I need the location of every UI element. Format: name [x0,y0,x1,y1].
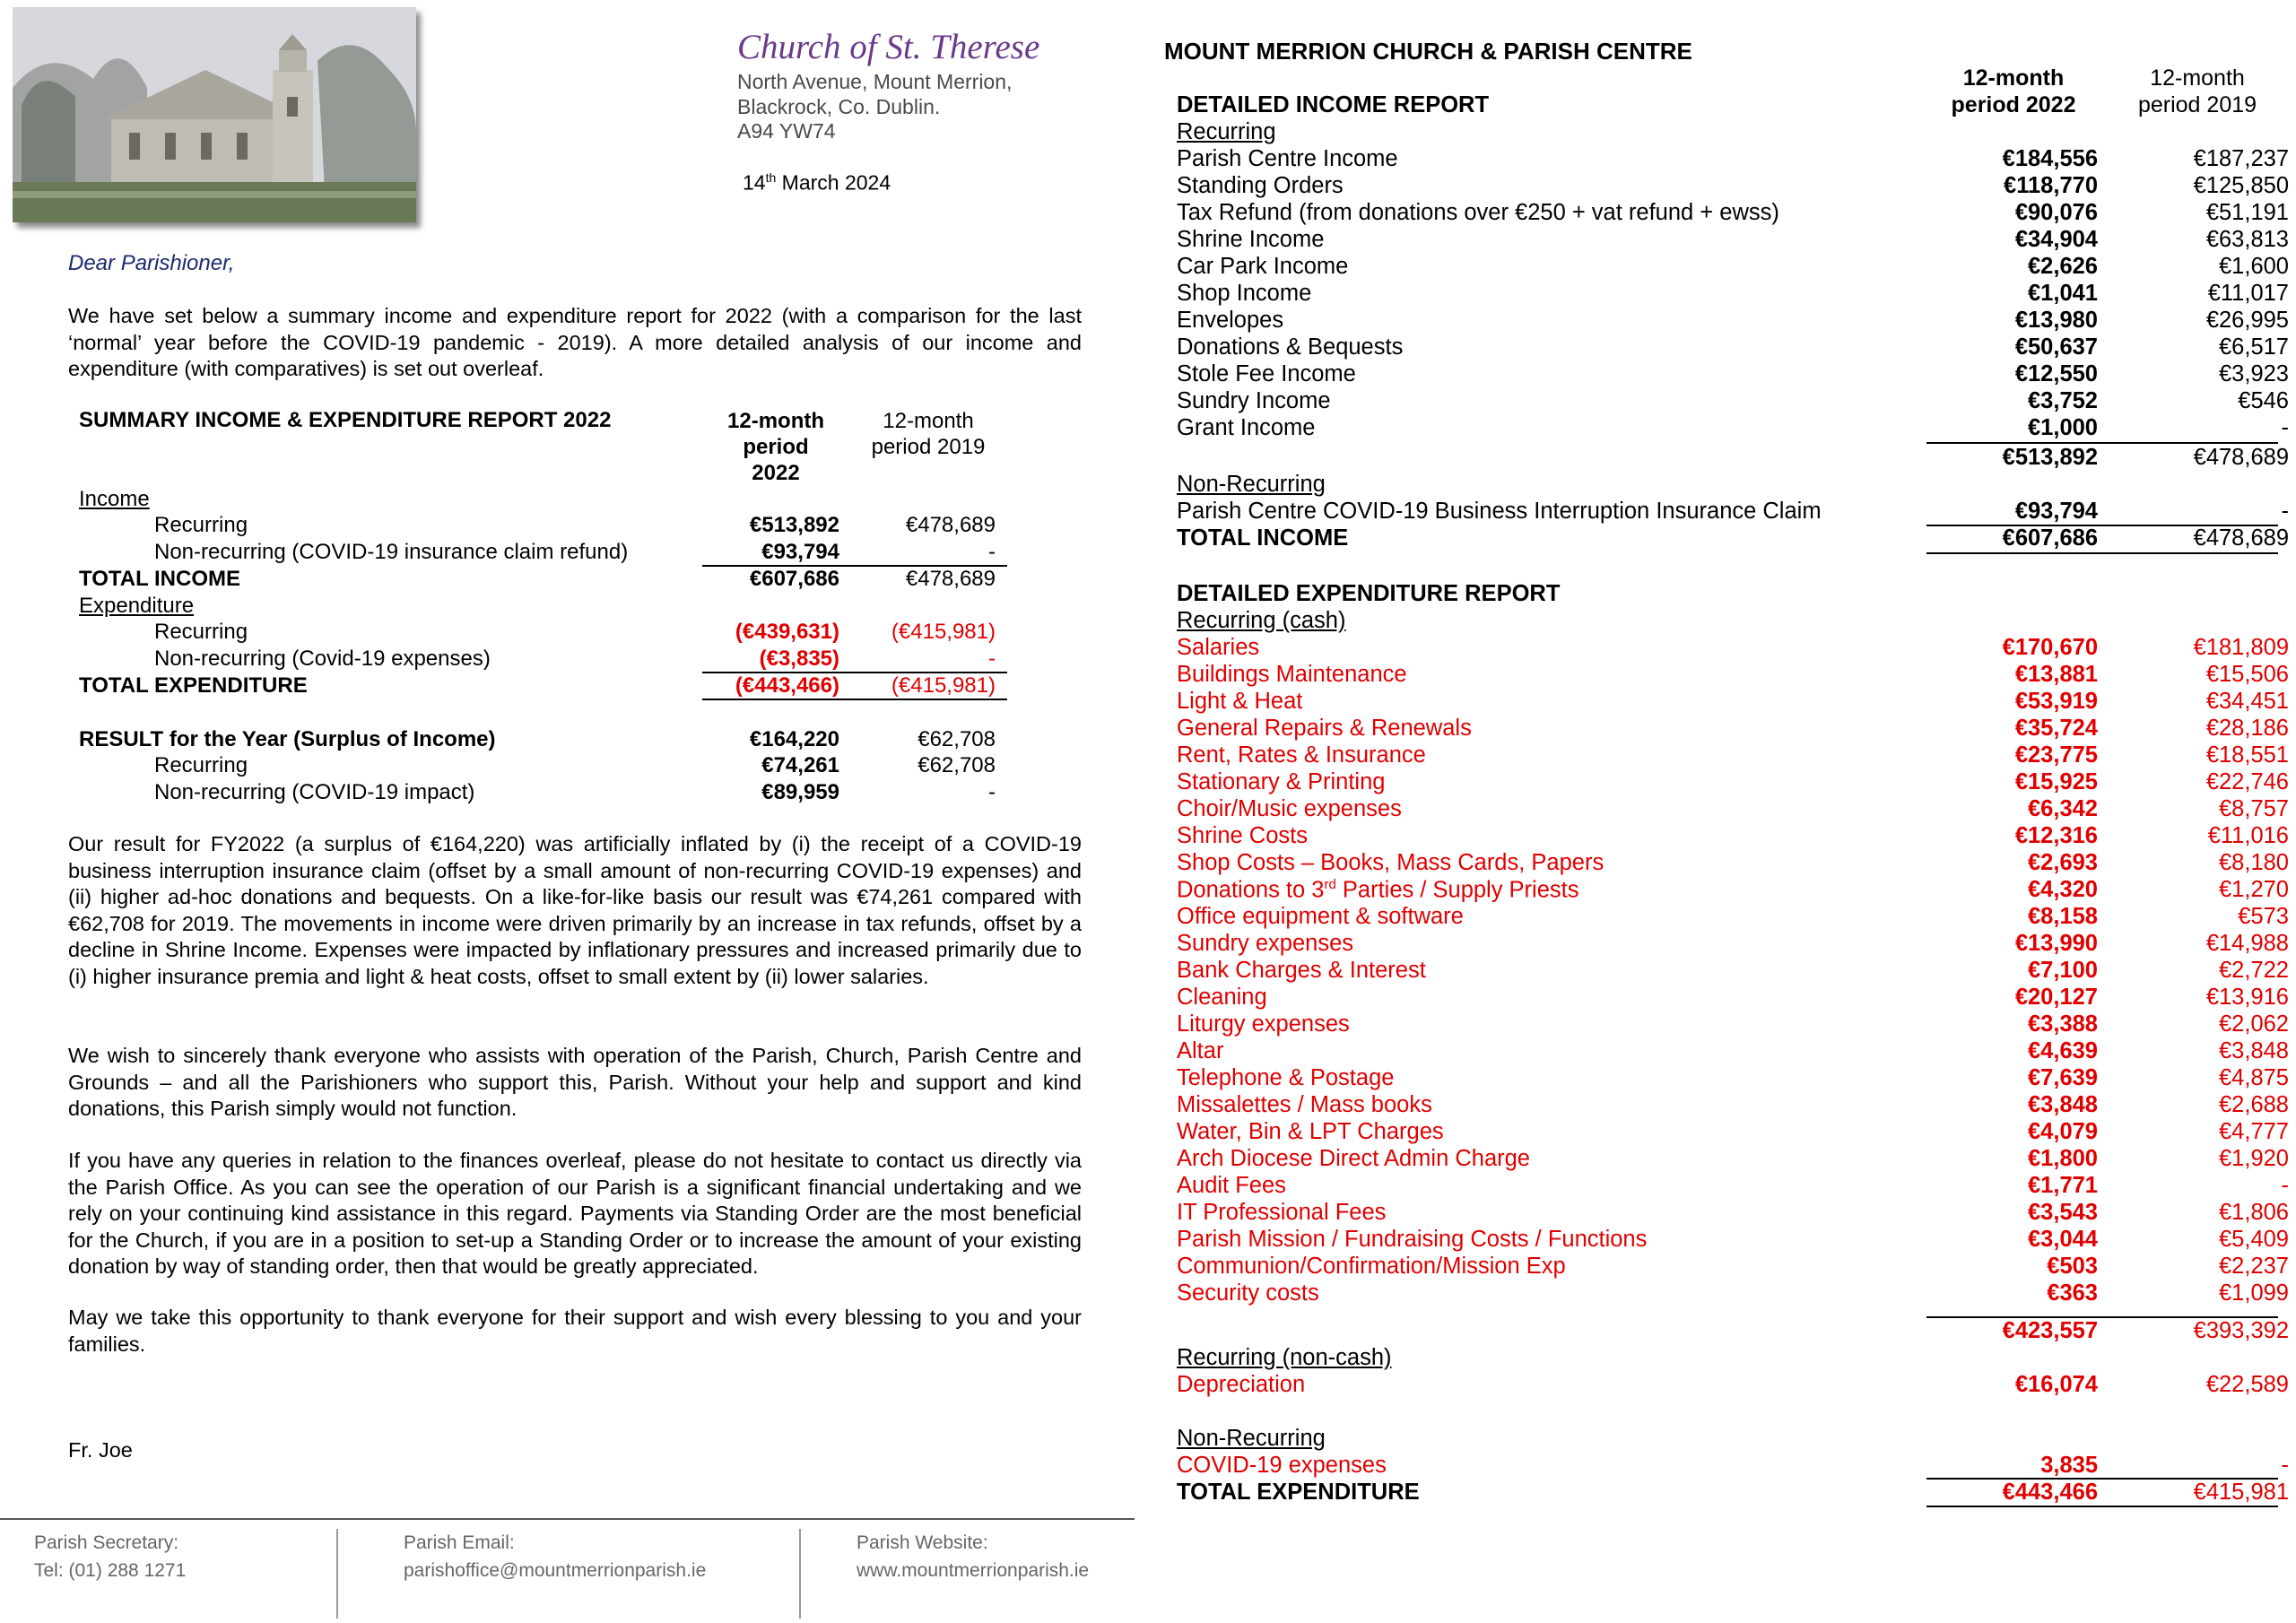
summary-row-2019: - [988,647,996,671]
row-2019: €187,237 [2193,146,2289,171]
income-subtotal-divider [1926,442,2278,444]
table-row [1177,254,2289,281]
detail-income-subtotal [1177,445,2289,472]
table-row [1177,662,2289,689]
row-2019: €2,722 [2219,958,2289,983]
table-row [1177,1065,2289,1092]
row-2022: €3,044 [2028,1227,2098,1252]
detail-col-2022 [1919,65,2108,118]
row-2022: €1,000 [2028,415,2098,440]
detail-recurring-cash-label: Recurring (cash) [1177,608,1346,633]
summary-row-2022: €513,892 [749,513,839,537]
summary-row-2019: €478,689 [905,513,996,537]
row-2022: €2,626 [2028,254,2098,279]
church-illustration [13,7,416,222]
summary-col-2019 [852,408,1004,460]
row-label: Rent, Rates & Insurance [1177,742,1426,768]
detail-nonrecurring-label: Non-Recurring [1177,472,1326,497]
row-label: Donations & Bequests [1177,334,1404,360]
row-label: COVID-19 expenses [1177,1453,1387,1478]
letter-date [743,170,891,195]
row-label: Altar [1177,1038,1224,1063]
row-2019: €34,451 [2205,689,2289,714]
row-2019: €18,551 [2205,742,2289,768]
row-2019: €26,995 [2205,308,2289,333]
row-2022: €118,770 [2004,173,2098,198]
detail-nonrecurring-exp-label: Non-Recurring [1177,1426,1326,1451]
row-label: Depreciation [1177,1372,1306,1397]
row-2019: €1,099 [2219,1280,2289,1306]
row-label: IT Professional Fees [1177,1200,1387,1225]
row-2019: €8,757 [2219,796,2289,821]
row-2022: €23,775 [2014,742,2098,768]
row-2019: €11,017 [2207,281,2289,306]
summary-row-2019: (€415,981) [891,620,996,644]
row-2022: €1,771 [2028,1173,2098,1198]
row-2022: €13,980 [2014,308,2098,333]
row-2022: €3,543 [2028,1200,2098,1225]
row-2022: €4,320 [2028,877,2098,902]
detail-expenditure-title: DETAILED EXPENDITURE REPORT [1177,581,1561,606]
table-row [1177,958,2289,985]
summary-row-2019: - [988,780,996,804]
row-2019: €2,237 [2219,1254,2289,1279]
summary-row-label: Non-recurring (COVID-19 impact) [154,780,475,804]
date-day: 14 [743,170,766,195]
row-label: Standing Orders [1177,173,1344,198]
table-row [1177,1200,2289,1227]
row-label: Office equipment & software [1177,904,1464,929]
footer-secretary [34,1529,186,1584]
row-label: TOTAL INCOME [1177,525,1349,551]
table-row [1177,1146,2289,1173]
detail-depreciation-row [1177,1372,2289,1399]
table-row [1177,1173,2289,1200]
summary-result-label: RESULT for the Year (Surplus of Income) [79,727,496,751]
col-2019-line2: period 2019 [871,435,986,459]
row-2022: €2,693 [2028,850,2098,875]
row-2019: €415,981 [2193,1480,2289,1505]
row-2022: €3,848 [2028,1092,2098,1117]
table-row [1177,635,2289,662]
footer-website [857,1529,1089,1584]
table-row [1177,146,2289,173]
row-2019: €573 [2238,904,2289,929]
row-2022: €35,724 [2014,716,2098,741]
address-line-2: Blackrock, Co. Dublin. [737,95,941,118]
table-row [1177,850,2289,877]
table-row [1177,1092,2289,1119]
row-2019: €4,875 [2219,1065,2289,1090]
summary-result-2019: €62,708 [918,727,996,751]
row-2022: €50,637 [2014,334,2098,360]
row-2019: €3,923 [2219,361,2289,386]
summary-total-expenditure-2019: (€415,981) [891,673,996,698]
summary-result-2022: €164,220 [749,727,839,751]
summary-total-income-2022: €607,686 [749,567,839,591]
row-2019: €2,062 [2219,1011,2289,1037]
summary-row-label: Recurring [154,620,248,644]
row-2019: €1,920 [2219,1146,2289,1171]
row-2022: €443,466 [2002,1480,2098,1505]
summary-row-2019: - [988,540,996,564]
row-label: Parish Centre Income [1177,146,1398,171]
expense-subtotal-2022: €423,557 [2002,1318,2098,1343]
footer-website-label: Parish Website: [857,1532,988,1553]
footer-email [404,1529,706,1584]
row-2019: - [2281,1453,2289,1478]
table-row [1177,1227,2289,1254]
detail-col-2019-line2: period 2019 [2137,92,2257,117]
row-label: Salaries [1177,635,1260,660]
row-2022: €607,686 [2002,525,2098,551]
summary-row-2022: €74,261 [761,753,839,777]
row-label: Parish Mission / Fundraising Costs / Functions [1177,1227,1648,1252]
row-label: Communion/Confirmation/Mission Exp [1177,1254,1566,1279]
detail-nonrecurring-income-row [1177,499,2289,525]
row-2022: €15,925 [2014,769,2098,794]
row-label: Water, Bin & LPT Charges [1177,1119,1444,1144]
footer-separator [799,1529,801,1619]
summary-row-2022: €89,959 [761,780,839,804]
detail-total-expenditure-row [1177,1480,2289,1506]
row-label: Shop Costs – Books, Mass Cards, Papers [1177,850,1605,875]
table-row [1177,415,2289,442]
row-2019: - [2281,1173,2289,1198]
row-2019: €5,409 [2219,1227,2289,1252]
ordinal-suffix: rd [1324,877,1336,892]
income-subtotal-2022: €513,892 [2002,445,2098,470]
thanks-paragraph: We wish to sincerely thank everyone who assists with operation of the Parish, Church, Parish Centre and Grounds – and all the Parishioners who support this, Parish. Without your help and support and kind donations, this Parish simply would not function. [68,1044,1082,1120]
table-row [1177,931,2289,958]
church-name: Church of St. Therese [737,28,1040,66]
row-2022: €170,670 [2002,635,2098,660]
table-row [1177,904,2289,931]
row-2022: €363 [2047,1280,2098,1306]
row-2019: €3,848 [2219,1038,2289,1063]
table-row [1177,361,2289,388]
table-row [1177,1280,2289,1307]
row-label: Grant Income [1177,415,1316,440]
total-income-underline [1926,552,2278,554]
row-label: Shrine Income [1177,227,1325,252]
table-row [1177,334,2289,361]
church-photo [13,7,416,222]
row-2019: €546 [2238,388,2289,413]
row-2022: €53,919 [2014,689,2098,714]
row-2022: €12,550 [2014,361,2098,386]
row-2022: €13,990 [2014,931,2098,956]
row-label: Parish Centre COVID-19 Business Interruption Insurance Claim [1177,499,1822,524]
summary-row-label: Non-recurring (COVID-19 insurance claim refund) [154,540,629,564]
summary-total-income-2019: €478,689 [905,567,996,591]
table-row [1177,716,2289,742]
row-2019: €15,506 [2205,662,2289,687]
table-row [1177,1254,2289,1280]
row-2019: €14,988 [2205,931,2289,956]
summary-row-label: Recurring [154,753,248,777]
row-2022: €6,342 [2028,796,2098,821]
row-label: Light & Heat [1177,689,1303,714]
row-2022: €1,800 [2028,1146,2098,1171]
footer-secretary-phone: Tel: (01) 288 1271 [34,1560,187,1581]
summary-total-expenditure-label: TOTAL EXPENDITURE [79,673,308,698]
detail-title: MOUNT MERRION CHURCH & PARISH CENTRE [1164,38,1692,65]
detail-total-income-row [1177,525,2289,552]
row-label: Security costs [1177,1280,1319,1306]
detail-recurring-label: Recurring [1177,119,1276,144]
footer-separator [336,1529,338,1619]
col-2019-line1: 12-month [883,409,974,433]
row-2019: €28,186 [2205,716,2289,741]
row-2022: €8,158 [2028,904,2098,929]
table-row [1177,877,2289,904]
summary-title: SUMMARY INCOME & EXPENDITURE REPORT 2022 [79,408,612,432]
income-subtotal-2019: €478,689 [2193,445,2289,470]
summary-row-2022: (€3,835) [759,647,839,671]
table-row [1177,742,2289,769]
row-2022: €1,041 [2028,281,2098,306]
row-2022: €3,388 [2028,1011,2098,1037]
address-line-3: A94 YW74 [737,119,836,143]
summary-row-2019: €62,708 [918,753,996,777]
row-label: Shrine Costs [1177,823,1308,848]
summary-row-label: Recurring [154,513,248,537]
row-2022: €13,881 [2014,662,2098,687]
row-2019: €1,270 [2219,877,2289,902]
row-2019: €181,809 [2193,635,2289,660]
detail-col-2019 [2108,65,2287,118]
detail-col-2019-line1: 12-month [2150,65,2245,91]
row-2022: €7,639 [2028,1065,2098,1090]
row-label: Cleaning [1177,985,1267,1010]
row-2019: - [2281,415,2289,440]
row-2019: €13,916 [2205,985,2289,1010]
row-2022: €20,127 [2014,985,2098,1010]
row-label: Arch Diocese Direct Admin Charge [1177,1146,1530,1171]
expense-subtotal-2019: €393,392 [2193,1318,2289,1343]
detail-covid-expenses-row [1177,1453,2289,1480]
row-label: Telephone & Postage [1177,1065,1395,1090]
row-2022: €12,316 [2014,823,2098,848]
row-2019: €51,191 [2205,200,2289,225]
row-2019: €478,689 [2193,525,2289,551]
row-label: Audit Fees [1177,1173,1286,1198]
row-2022: €34,904 [2014,227,2098,252]
footer-divider [0,1518,1135,1520]
table-row [1177,281,2289,308]
row-2022: 3,835 [2040,1453,2098,1478]
summary-row-label: Non-recurring (Covid-19 expenses) [154,647,491,671]
intro-paragraph: We have set below a summary income and expenditure report for 2022 (with a comparison for the last ‘normal’ year before the COVID-19 pandemic - 2019). A more detailed analysis of our income and expenditure (with comparatives) is set out overleaf. [68,304,1082,380]
row-2019: - [2281,499,2289,524]
table-row [1177,200,2289,227]
row-label: Stationary & Printing [1177,769,1386,794]
row-label: General Repairs & Renewals [1177,716,1472,741]
queries-paragraph: If you have any queries in relation to the finances overleaf, please do not hesitate to contact us directly via the Parish Office. As you can see the operation of our Parish is a significant financial undertaking and we rely on your continuing kind assistance in this regard. Payments via Standing Order are the most beneficial for the Church, if you are in a position to set-up a Standing Order or to increase the amount of your existing donation by way of standing order, then that would be greatly appreciated. [68,1149,1082,1278]
row-2019: €4,777 [2219,1119,2289,1144]
greeting: Dear Parishioner, [68,251,235,275]
row-2019: €2,688 [2219,1092,2289,1117]
row-label: Missalettes / Mass books [1177,1092,1432,1117]
row-2022: €93,794 [2014,499,2098,524]
row-2019: €22,589 [2205,1372,2289,1397]
summary-divider [702,699,1007,700]
col-2022-line1: 12-month [727,409,824,433]
date-rest: March 2024 [776,170,891,195]
row-label: Sundry expenses [1177,931,1354,956]
row-2022: €503 [2047,1254,2098,1279]
row-label: Donations to 3rd Parties / Supply Priests [1177,877,1579,903]
table-row [1177,1011,2289,1038]
total-expenditure-underline [1926,1506,2278,1507]
table-row [1177,823,2289,850]
row-label: TOTAL EXPENDITURE [1177,1480,1420,1505]
table-row [1177,227,2289,254]
col-2022-line3: 2022 [752,461,800,485]
row-2019: €1,806 [2219,1200,2289,1225]
detail-col-2022-line2: period 2022 [1951,92,2076,117]
table-row [1177,796,2289,823]
row-2022: €7,100 [2028,958,2098,983]
summary-total-income-label: TOTAL INCOME [79,567,240,591]
table-row [1177,985,2289,1011]
result-paragraph: Our result for FY2022 (a surplus of €164,220) was artificially inflated by (i) the receipt of a COVID-19 business interruption insurance claim (offset by a small amount of non-recurring COVID-19 expenses) and (ii) higher ad-hoc donations and bequests. On a like-for-like basis our result was €74,261 compared with €62,708 for 2019. The movements in income were driven primarily by an increase in tax refunds, offset by a decline in Shrine Income. Expenses were impacted by inflationary pressures and increased primarily due to (i) higher insurance premia and light & heat costs, offset to small extent by (ii) lower salaries. [68,832,1082,988]
table-row [1177,1119,2289,1146]
detail-col-2022-line1: 12-month [1962,65,2065,91]
footer-email-address[interactable]: parishoffice@mountmerrionparish.ie [404,1560,707,1581]
row-2019: €11,016 [2207,823,2289,848]
row-label: Car Park Income [1177,254,1349,279]
row-2022: €90,076 [2014,200,2098,225]
footer-secretary-label: Parish Secretary: [34,1532,179,1553]
detail-recurring-noncash-label: Recurring (non-cash) [1177,1345,1392,1370]
footer-email-label: Parish Email: [404,1532,515,1553]
detail-expenditure-subtotal [1177,1318,2289,1345]
address-line-1: North Avenue, Mount Merrion, [737,70,1013,93]
row-label: Shop Income [1177,281,1312,306]
row-label: Envelopes [1177,308,1284,333]
row-2019: €22,746 [2205,769,2289,794]
row-label: Bank Charges & Interest [1177,958,1426,983]
summary-row-2022: (€439,631) [735,620,839,644]
row-2022: €184,556 [2002,146,2098,171]
table-row [1177,173,2289,200]
row-2022: €3,752 [2028,388,2098,413]
table-row [1177,1038,2289,1065]
row-label: Liturgy expenses [1177,1011,1350,1037]
row-label: Sundry Income [1177,388,1331,413]
signature: Fr. Joe [68,1438,133,1462]
row-2019: €63,813 [2205,227,2289,252]
row-label: Choir/Music expenses [1177,796,1402,821]
row-2022: €4,079 [2028,1119,2098,1144]
row-2019: €8,180 [2219,850,2289,875]
closing-paragraph: May we take this opportunity to thank everyone for their support and wish every blessing to you and your families. [68,1306,1082,1356]
row-label: Tax Refund (from donations over €250 + vat refund + ewss) [1177,200,1779,225]
detail-income-title: DETAILED INCOME REPORT [1177,92,1490,117]
table-row [1177,689,2289,716]
date-suffix: th [765,170,777,185]
row-2019: €6,517 [2219,334,2289,360]
table-row [1177,388,2289,415]
summary-col-2022 [700,408,852,486]
row-label: Stole Fee Income [1177,361,1356,386]
summary-expenditure-heading: Expenditure [79,594,195,618]
footer-website-url[interactable]: www.mountmerrionparish.ie [857,1560,1090,1581]
row-2019: €125,850 [2193,173,2289,198]
summary-row-2022: €93,794 [761,540,839,564]
row-2022: €4,639 [2028,1038,2098,1063]
row-label: Buildings Maintenance [1177,662,1407,687]
table-row [1177,769,2289,796]
row-2019: €1,600 [2219,254,2289,279]
summary-income-heading: Income [79,487,150,511]
table-row [1177,308,2289,334]
summary-total-expenditure-2022: (€443,466) [735,673,839,698]
col-2022-line2: period [743,435,809,459]
row-2022: €16,074 [2014,1372,2098,1397]
